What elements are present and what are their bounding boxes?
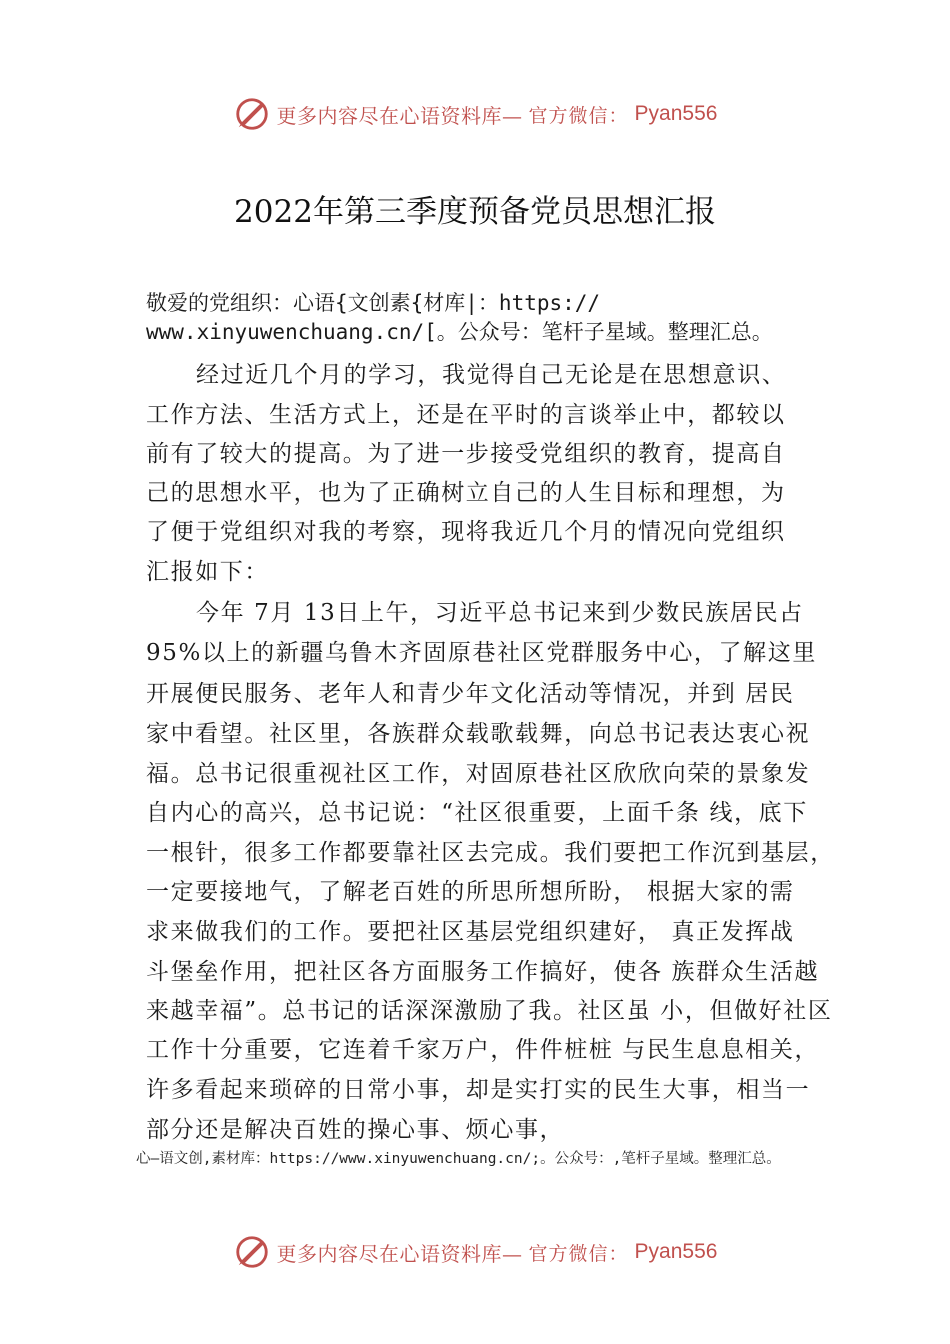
paragraph-2-line: 许多看起来琐碎的日常小事，却是实打实的民生大事，相当一 <box>146 1077 811 1103</box>
paragraph-1-line: 汇报如下： <box>146 559 269 585</box>
paragraph-2-line: 求来做我们的工作。要把社区基层党组织建好， 真正发挥战 <box>146 919 795 945</box>
pen-logo-icon <box>233 1233 271 1271</box>
header-banner <box>0 94 950 134</box>
pen-logo-icon <box>233 95 271 133</box>
banner-text: 更多内容尽在心语资料库— <box>276 1241 523 1266</box>
paragraph-2-line: 一定要接地气，了解老百姓的所思所想所盼， 根据大家的需 <box>146 879 795 905</box>
paragraph-1-line: 己的思想水平，也为了正确树立自己的人生目标和理想，为 <box>146 480 786 506</box>
salutation-line: 敬爱的党组织：心语{文创素{材库|：https:// <box>146 291 601 315</box>
paragraph-2-line: 一根针，很多工作都要靠社区去完成。我们要把工作沉到基层， <box>146 840 835 866</box>
paragraph-1-line: 经过近几个月的学习，我觉得自己无论是在思想意识、 <box>196 362 787 388</box>
paragraph-2-line: 95%以上的新疆乌鲁木齐固原巷社区党群服务中心，了解这里 <box>146 640 817 666</box>
paragraph-2-line: 福。总书记很重视社区工作，对固原巷社区欣欣向荣的景象发 <box>146 761 811 787</box>
banner-text: 更多内容尽在心语资料库— <box>276 103 523 128</box>
paragraph-1-line: 前有了较大的提高。为了进一步接受党组织的教育，提高自 <box>146 441 786 467</box>
paragraph-2-line: 斗堡垒作用，把社区各方面服务工作搞好，使各 族群众生活越 <box>146 959 820 985</box>
banner-wechat-id: Pyan556 <box>634 102 718 125</box>
paragraph-2-line: 来越幸福”。总书记的话深深激励了我。社区虽 小，但做好社区 <box>146 998 833 1024</box>
banner-wechat-label: 官方微信： <box>528 1242 629 1265</box>
footnote: 心—语文创,素材库：https://www.xinyuwenchuang.cn/;。公众号：,笔杆子星域。整理汇总。 <box>136 1151 781 1167</box>
salutation-line: www.xinyuwenchuang.cn/[。公众号：笔杆子星域。整理汇总。 <box>146 320 773 344</box>
paragraph-2-line: 开展便民服务、老年人和青少年文化活动等情况，并到 居民 <box>146 681 795 707</box>
paragraph-2-line: 家中看望。社区里，各族群众载歌载舞，向总书记表达衷心祝 <box>146 721 811 747</box>
banner-wechat-label: 官方微信： <box>528 104 629 127</box>
document-title: 2022年第三季度预备党员思想汇报 <box>234 194 716 230</box>
paragraph-2-line: 自内心的高兴，总书记说：“社区很重要，上面千条 线，底下 <box>146 800 808 826</box>
paragraph-2-line: 部分还是解决百姓的操心事、烦心事， <box>146 1117 565 1143</box>
paragraph-1-line: 了便于党组织对我的考察，现将我近几个月的情况向党组织 <box>146 519 786 545</box>
banner-wechat-id: Pyan556 <box>634 1240 718 1263</box>
paragraph-2-line: 工作十分重要，它连着千家万户，件件桩桩 与民生息息相关， <box>146 1037 820 1063</box>
paragraph-1-line: 工作方法、生活方式上，还是在平时的言谈举止中，都较以 <box>146 402 786 428</box>
footer-banner <box>0 1232 950 1272</box>
paragraph-2-line: 今年 7月 13日上午，习近平总书记来到少数民族居民占 <box>196 600 804 626</box>
